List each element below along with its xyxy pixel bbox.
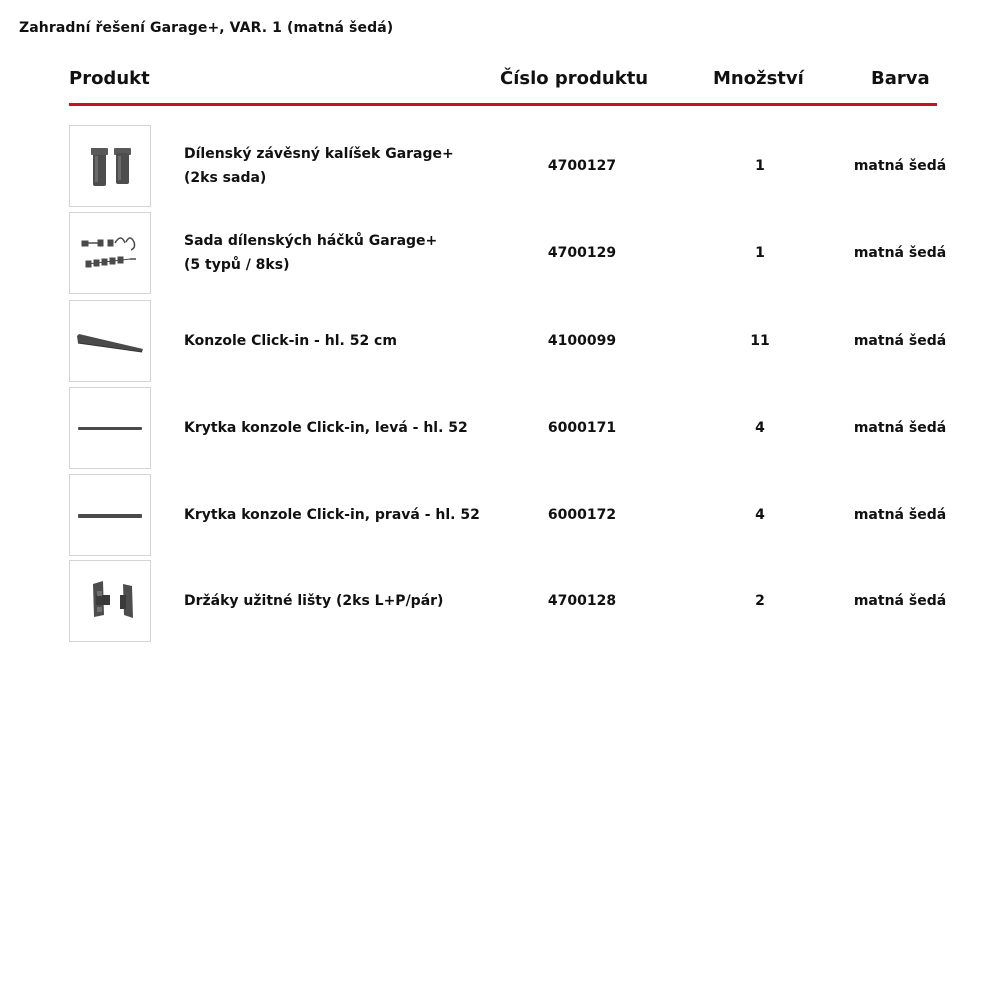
product-name-line1: Dílenský závěsný kalíšek Garage+: [184, 146, 454, 162]
product-color: matná šedá: [853, 333, 947, 349]
column-header-quantity: Množství: [713, 68, 804, 89]
hooks-set-icon: [70, 213, 150, 293]
product-number: 6000171: [547, 420, 617, 436]
cover-strip-icon: [70, 388, 150, 468]
header-divider: [69, 103, 937, 106]
product-name: Konzole Click-in - hl. 52 cm: [184, 333, 397, 349]
product-color: matná šedá: [853, 158, 947, 174]
table-row: [0, 387, 1000, 469]
table-row: [0, 212, 1000, 294]
product-name-line2: (5 typů / 8ks): [184, 257, 290, 273]
product-quantity: 4: [755, 420, 765, 436]
product-quantity: 1: [755, 245, 765, 261]
product-name: [184, 125, 500, 207]
product-thumbnail: [69, 212, 151, 294]
product-name-line2: (2ks sada): [184, 170, 267, 186]
product-number: 4700127: [547, 158, 617, 174]
product-quantity: 1: [755, 158, 765, 174]
product-name: [184, 212, 500, 294]
cup-holder-icon: [70, 126, 150, 206]
product-number: 4700128: [547, 593, 617, 609]
product-name: Držáky užitné lišty (2ks L+P/pár): [184, 593, 444, 609]
column-header-number: Číslo produktu: [500, 68, 649, 89]
product-quantity: 11: [750, 333, 770, 349]
table-row: [0, 474, 1000, 556]
column-header-product: Produkt: [69, 68, 150, 89]
product-name-line1: Sada dílenských háčků Garage+: [184, 233, 438, 249]
cover-strip-icon: [70, 475, 150, 555]
product-number: 6000172: [547, 507, 617, 523]
product-name: Krytka konzole Click-in, pravá - hl. 52: [184, 507, 480, 523]
product-name: Krytka konzole Click-in, levá - hl. 52: [184, 420, 468, 436]
product-thumbnail: [69, 560, 151, 642]
product-thumbnail: [69, 300, 151, 382]
table-row: [0, 125, 1000, 207]
page-title: Zahradní řešení Garage+, VAR. 1 (matná šedá): [19, 20, 394, 36]
product-thumbnail: [69, 387, 151, 469]
product-number: 4100099: [547, 333, 617, 349]
product-color: matná šedá: [853, 507, 947, 523]
product-thumbnail: [69, 474, 151, 556]
product-number: 4700129: [547, 245, 617, 261]
table-row: [0, 300, 1000, 382]
product-quantity: 4: [755, 507, 765, 523]
product-color: matná šedá: [853, 593, 947, 609]
rail-holder-icon: [70, 561, 150, 641]
product-thumbnail: [69, 125, 151, 207]
product-quantity: 2: [755, 593, 765, 609]
product-color: matná šedá: [853, 420, 947, 436]
product-color: matná šedá: [853, 245, 947, 261]
bracket-icon: [70, 301, 150, 381]
table-row: [0, 560, 1000, 642]
column-header-color: Barva: [871, 68, 930, 89]
